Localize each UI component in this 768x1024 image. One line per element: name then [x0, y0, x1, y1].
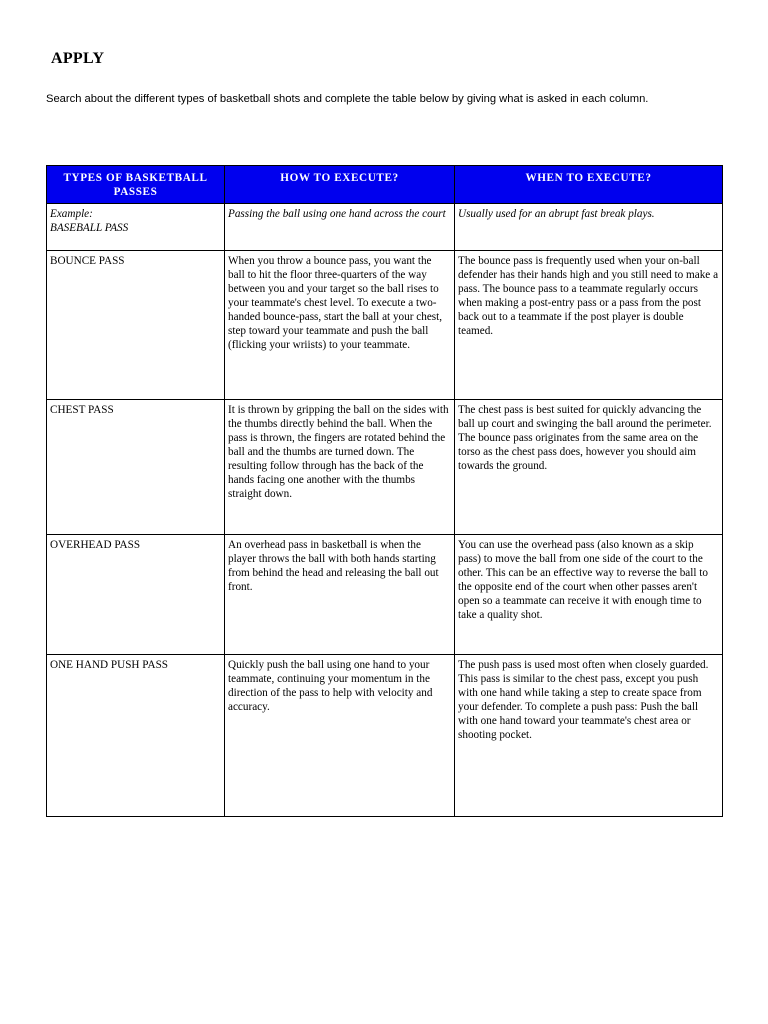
when-cell: The chest pass is best suited for quickly advancing the ball up court and swinging the ball around the perimeter. The bounce pass originates from the same area on the torso as the chest pass does, however you should aim towards the ground.: [455, 400, 723, 535]
table-row: [47, 400, 723, 535]
when-cell: You can use the overhead pass (also known as a skip pass) to move the ball from one side of the court to the other. This can be an effective way to reverse the ball to the opposite end of the court when other passes aren't open so a teammate can receive it with enough time to take a quality shot.: [455, 535, 723, 655]
example-type-cell: [47, 204, 225, 251]
how-cell: When you throw a bounce pass, you want the ball to hit the floor three-quarters of the way between you and your target so the ball rises to your teammate's chest level. To execute a two-handed bounce-pass, start the ball at your chest, step toward your teammate and push the ball (flicking your wriists) to your teammate.: [225, 251, 455, 400]
table-row-example: [47, 204, 723, 251]
example-when-cell: Usually used for an abrupt fast break plays.: [455, 204, 723, 251]
pass-type-cell: ONE HAND PUSH PASS: [47, 655, 225, 817]
when-cell: The push pass is used most often when closely guarded. This pass is similar to the chest pass, except you push with one hand while taking a step to create space from your defender. To complete a push pass: Push the ball with one hand toward your teammate's chest area or shooting pocket.: [455, 655, 723, 817]
header-how: HOW TO EXECUTE?: [225, 166, 455, 204]
example-how-cell: Passing the ball using one hand across the court: [225, 204, 455, 251]
example-type: BASEBALL PASS: [50, 222, 129, 234]
table-row: [47, 251, 723, 400]
basketball-passes-table: [46, 165, 723, 817]
table-row: [47, 655, 723, 817]
when-cell: The bounce pass is frequently used when your on-ball defender has their hands high and you still need to make a pass. The bounce pass to a teammate regularly occurs when making a post-entry pass or a pass from the post back out to a teammate if the post player is double teamed.: [455, 251, 723, 400]
page-heading: APPLY: [51, 50, 105, 67]
instructions-text: Search about the different types of basketball shots and complete the table below by giving what is asked in each column.: [46, 93, 649, 105]
pass-type-cell: OVERHEAD PASS: [47, 535, 225, 655]
table-row: [47, 535, 723, 655]
table-header-row: [47, 166, 723, 204]
how-cell: It is thrown by gripping the ball on the sides with the thumbs directly behind the ball. When the pass is thrown, the fingers are rotated behind the ball and the thumbs are turned down. The resulting follow through has the back of the hands facing one another with the thumbs straight down.: [225, 400, 455, 535]
pass-type-cell: BOUNCE PASS: [47, 251, 225, 400]
pass-type-cell: CHEST PASS: [47, 400, 225, 535]
example-prefix: Example:: [50, 208, 93, 220]
how-cell: An overhead pass in basketball is when the player throws the ball with both hands starting from behind the head and releasing the ball out front.: [225, 535, 455, 655]
header-when: WHEN TO EXECUTE?: [455, 166, 723, 204]
how-cell: Quickly push the ball using one hand to your teammate, continuing your momentum in the direction of the pass to help with velocity and accuracy.: [225, 655, 455, 817]
header-types: TYPES OF BASKETBALL PASSES: [47, 166, 225, 204]
